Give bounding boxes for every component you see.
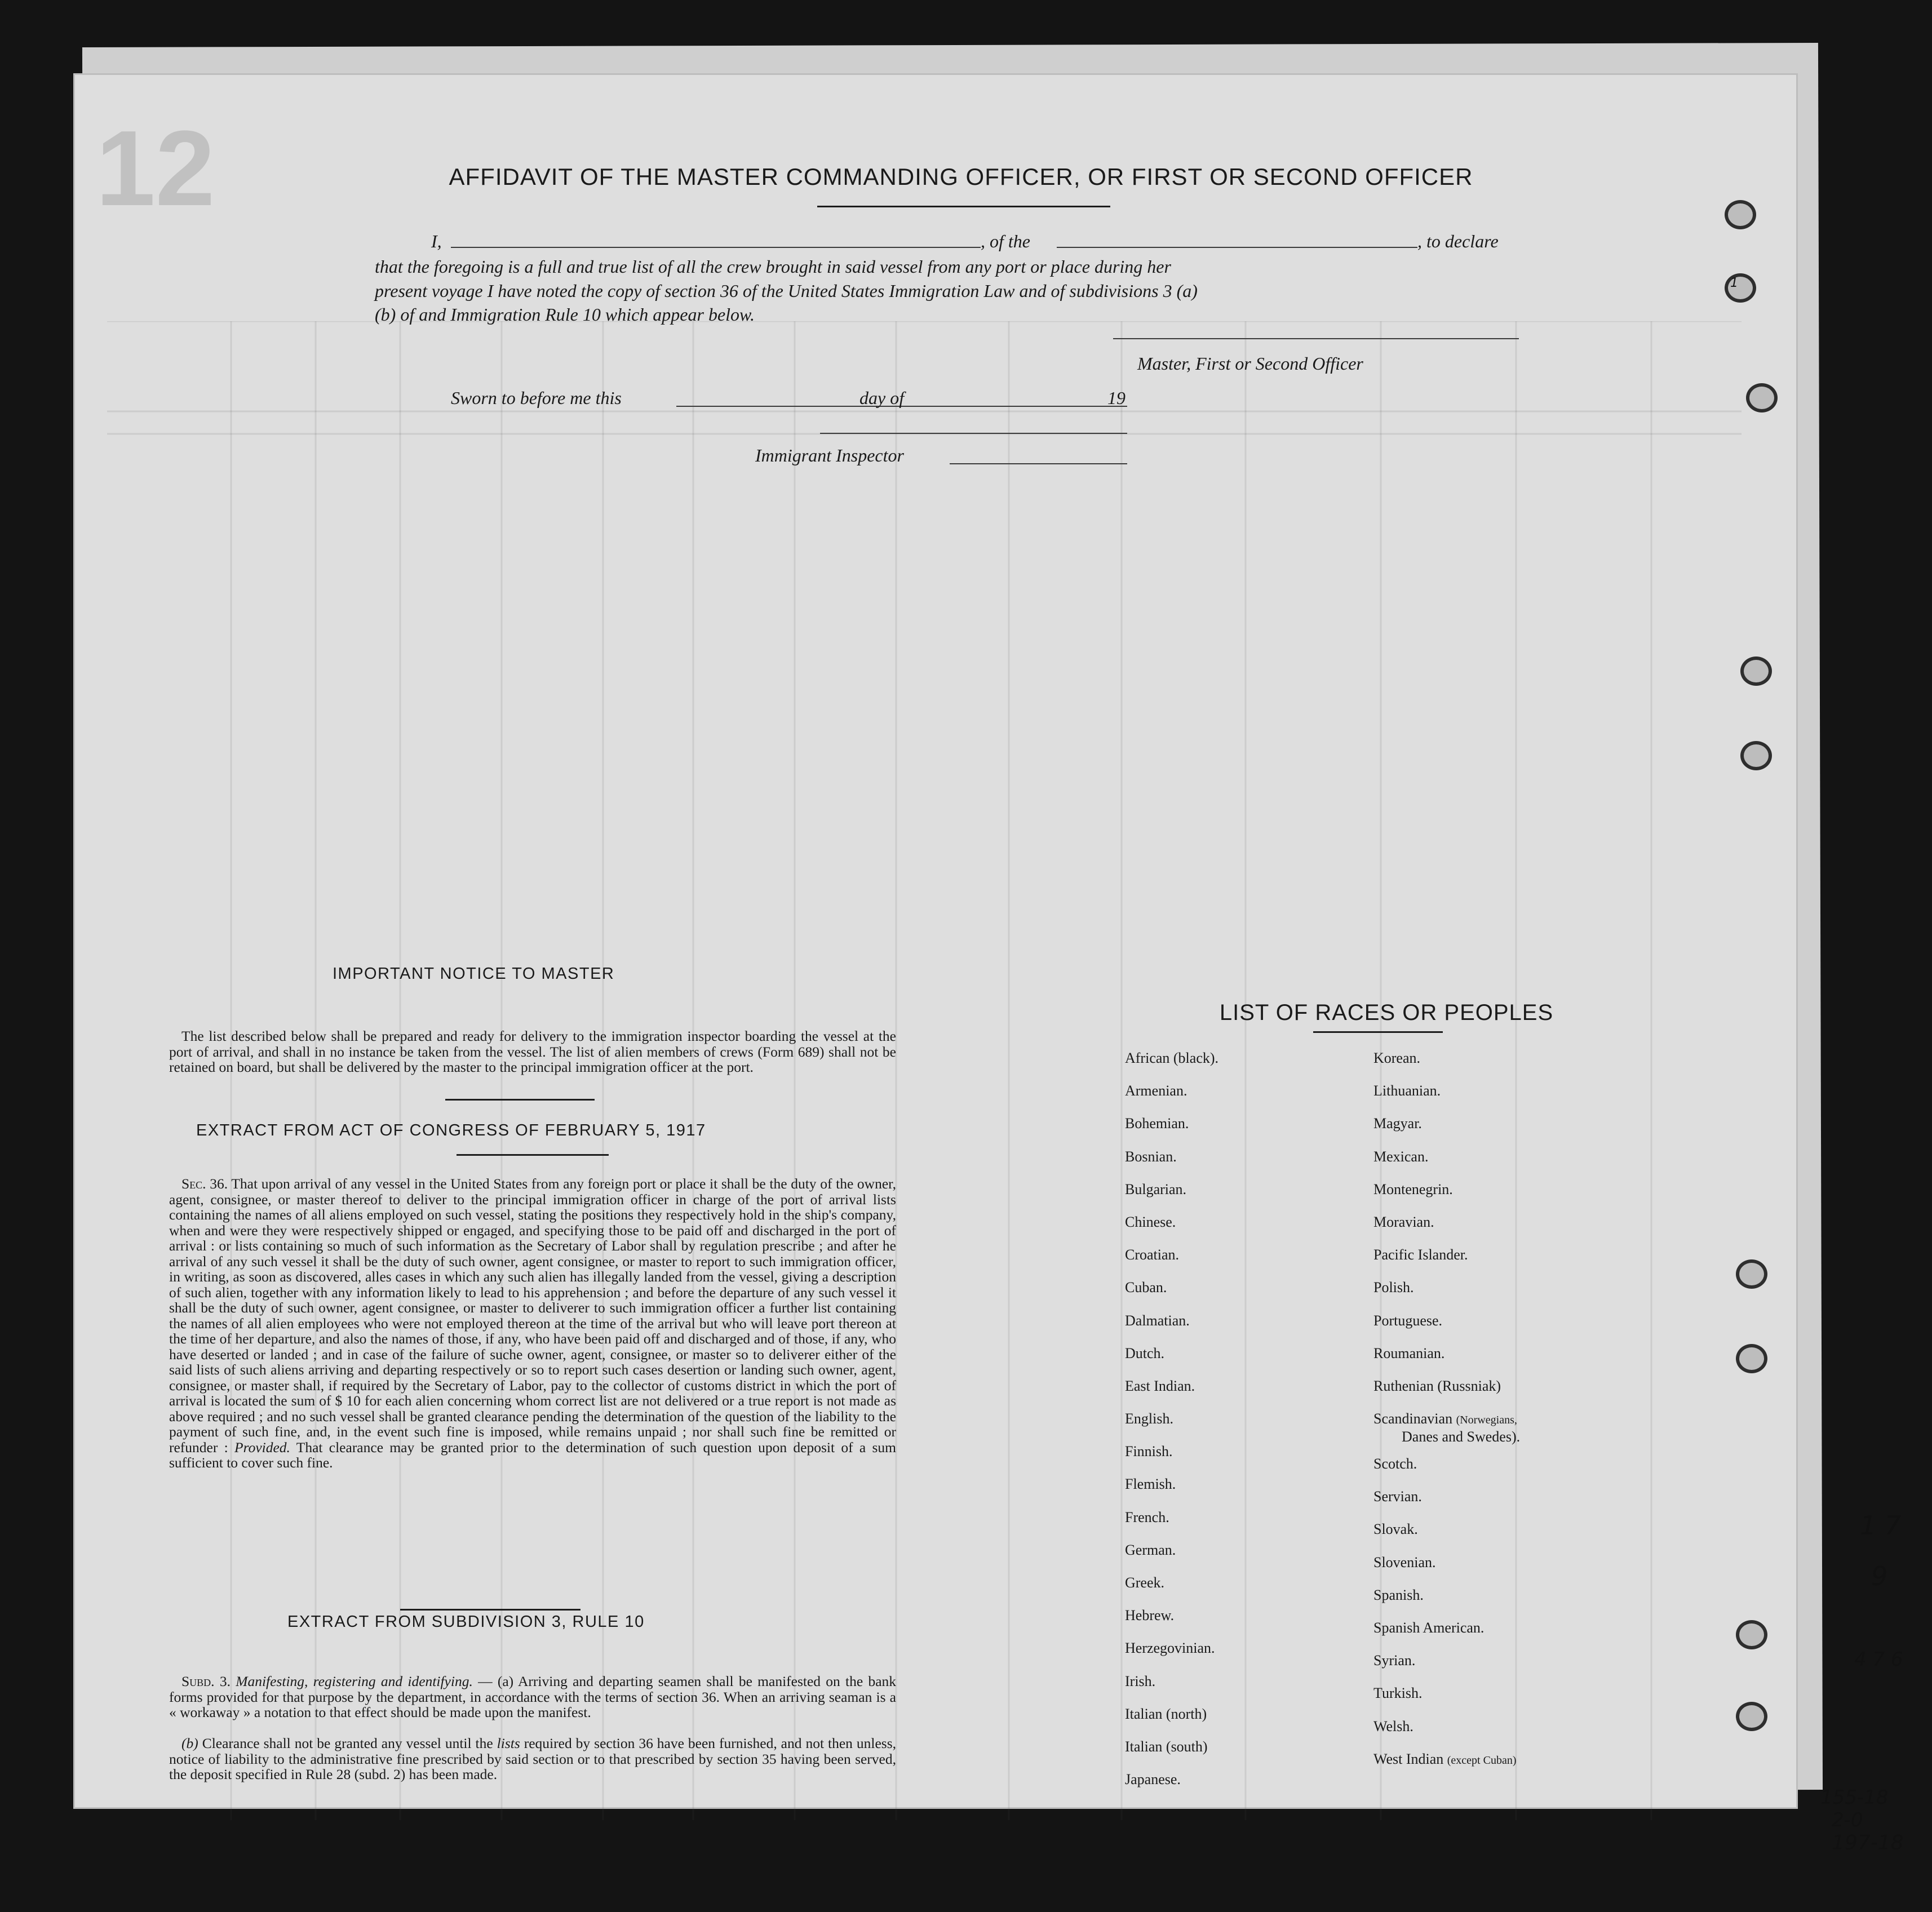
margin-tally: 155-18 (1820, 1786, 1889, 1809)
affidavit-line-4: (b) of and Immigration Rule 10 which appear below. (375, 304, 755, 325)
race-item: African (black). (1125, 1050, 1219, 1066)
race-item: Herzegovinian. (1125, 1640, 1215, 1657)
race-item: Italian (south) (1125, 1738, 1208, 1755)
year-label: 19 (1107, 388, 1125, 408)
race-item: Dutch. (1125, 1345, 1165, 1361)
race-item: Armenian. (1125, 1083, 1187, 1099)
binder-hole (1736, 1620, 1767, 1649)
act-body: That upon arrival of any vessel in the United States from any foreign port or place it shall be the duty of the owner, agent, consignee, or master thereof to deliver to the principal immigration officer in charge of the port of arrival lists containing the names of all aliens employed on such vessel, stating the positions they respectively hold in the ship's company, when and were they were respectively shipped or engaged, and specifying those to be paid off and discharged in the port of arrival : or lists containing so much of such information as the Secretary of Labor shall by regulation prescribe ; and after he arrival of any such vessel it shall be the duty of such owner, agent consignee, or master to report to such immigration officer, in writing, as soon as discovered, alles cases in which any such alien has illegally landed from the vessel, giving a description of such alien, together with any information likely to lead to his apprehension ; and before the departure of any such vessel it shall be the duty of such owner, agent consignee, or master to deliverer to such immigration officer a further list containing the names of all alien employees who were not employed thereon at the time of the arrival but who will leave port thereon at the time of her departure, and also the names of those, if any, who have been paid off and discharged and of those, if any, who have deserted or landed ; and in case of the failure of suche owner, agent, consignee, or master so to deliverer either of the said lists of such aliens arriving and departing respectively or so to report such cases desertion or landing such owner, agent, consignee, or master shall, if required by the Secretary of Labor, pay to the collector of customs district in which the port of arrival is located the sum of $ 10 for each alien concerning whom correct list are not delivered or a true report is not made as above required ; and no such vessel shall be granted clearance pending the determination of the question of the liability to the payment of such fine, and, in the event such fine is imposed, while remains unpaid ; nor shall such fine be remitted or refunder : (169, 1175, 897, 1456)
affidavit-to-declare: , to declare (1417, 231, 1499, 251)
race-item-scandinavian (1373, 1410, 1520, 1456)
notice-text: The list described below shall be prepared and ready for delivery to the immigration inspector boarding the vessel at the port of arrival, and shall in no instance be taken from the vessel. The list of alien members of crews (Form 689) shall not be retained on board, but shall be delivered by the master to the principal immigration officer at the port. (169, 1028, 896, 1075)
race-item: Scandinavian (1373, 1410, 1453, 1427)
race-item: Syrian. (1373, 1652, 1416, 1669)
race-item: Polish. (1373, 1279, 1414, 1296)
rule-b-text2: required by section 36 have been furnished, and not then unless, notice of liability to the administrative fine prescribed by said section or to that prescribed by section 35 having been served, the deposit specified in Rule 28 (subd. 2) has been made. (169, 1735, 897, 1782)
binder-hole (1746, 383, 1778, 412)
race-item: Scotch. (1373, 1456, 1417, 1472)
race-item: Moravian. (1373, 1213, 1434, 1230)
race-item: Slovenian. (1373, 1554, 1436, 1571)
inspector-label: Immigrant Inspector (755, 445, 904, 465)
act-body-end: That clearance may be granted prior to the determination of such question upon deposit of a sum sufficient to cover such fine. (169, 1439, 897, 1471)
margin-note: 1 (1730, 276, 1738, 290)
race-item: Portuguese. (1373, 1312, 1443, 1329)
races-right-column (1373, 1050, 1520, 1784)
rule-b-lists: lists (497, 1735, 520, 1751)
margin-tally: 2-0 (1832, 1809, 1863, 1831)
race-item: Bulgarian. (1125, 1181, 1187, 1197)
race-item: Chinese. (1125, 1213, 1176, 1230)
race-note: (Norwegians, (1456, 1414, 1517, 1427)
race-item: Dalmatian. (1125, 1312, 1190, 1329)
race-item: French. (1125, 1509, 1169, 1525)
race-item: West Indian (1373, 1750, 1444, 1767)
race-item: English. (1125, 1410, 1173, 1427)
binder-hole (1725, 273, 1756, 303)
race-item: Servian. (1373, 1488, 1422, 1505)
race-item: Turkish. (1373, 1685, 1423, 1702)
races-rule (1313, 1031, 1443, 1033)
bleed-through-number: 12 (96, 109, 215, 228)
master-signature-line (1113, 338, 1519, 339)
rule-heading: EXTRACT FROM SUBDIVISION 3, RULE 10 (287, 1613, 645, 1631)
race-item: Greek. (1125, 1574, 1165, 1591)
act-text (169, 1176, 896, 1471)
margin-tally: 9 (1871, 1561, 1888, 1591)
day-blank-line (919, 406, 1127, 407)
race-item: Croatian. (1125, 1246, 1180, 1263)
binder-hole (1736, 1702, 1767, 1731)
rule-a-text: — (a) Arriving and departing seamen shall be manifested on the bank forms provided for that purpose by the department, in accordance with the terms of section 36. When an arriving seaman is a « workaway » a notation to that effect should be made upon the manifest. (169, 1673, 897, 1720)
race-item: Flemish. (1125, 1476, 1176, 1493)
margin-tally: 197-18 (1832, 1831, 1904, 1855)
affidavit-title: AFFIDAVIT OF THE MASTER COMMANDING OFFICER, OR FIRST OR SECOND OFFICER (449, 163, 1473, 190)
race-item: Bohemian. (1125, 1115, 1189, 1132)
affidavit-i: I, (431, 231, 442, 251)
race-item: Spanish. (1373, 1586, 1424, 1603)
race-item: Roumanian. (1373, 1345, 1445, 1361)
master-signature-label: Master, First or Second Officer (1137, 353, 1363, 374)
day-of-label: day of (859, 388, 905, 408)
race-item: Mexican. (1373, 1148, 1429, 1165)
race-item: Hebrew. (1125, 1607, 1175, 1624)
race-note: (except Cuban) (1447, 1754, 1517, 1767)
notice-heading: IMPORTANT NOTICE TO MASTER (333, 965, 615, 983)
affidavit-of-the: , of the (981, 231, 1030, 251)
act-rule (457, 1154, 609, 1156)
rule-subd-label: Subd. 3. (181, 1673, 231, 1689)
race-item: Montenegrin. (1373, 1181, 1453, 1197)
document-page (73, 73, 1798, 1809)
race-item: Slovak. (1373, 1521, 1418, 1538)
binder-hole (1740, 741, 1772, 770)
race-item: Pacific Islander. (1373, 1246, 1468, 1263)
race-item: Welsh. (1373, 1718, 1413, 1734)
race-item-west-indian (1373, 1751, 1520, 1784)
act-sec-label: Sec. 36. (181, 1175, 228, 1192)
notice-rule (445, 1099, 595, 1101)
vessel-blank-line (1057, 247, 1417, 248)
sworn-label: Sworn to before me this (451, 388, 622, 408)
race-item: Ruthenian (Russniak) (1373, 1377, 1501, 1394)
races-heading: LIST OF RACES OR PEOPLES (1219, 1000, 1554, 1025)
rule-b-text: Clearance shall not be granted any vessel until the (202, 1735, 493, 1751)
name-blank-line (451, 247, 981, 248)
affidavit-line-2: that the foregoing is a full and true list of all the crew brought in said vessel from any port or place during her (375, 256, 1171, 277)
race-item: German. (1125, 1541, 1176, 1558)
rule-b-label: (b) (181, 1735, 198, 1751)
race-item: Lithuanian. (1373, 1083, 1441, 1099)
race-item: Korean. (1373, 1050, 1421, 1066)
binder-hole (1736, 1344, 1767, 1373)
title-rule (817, 206, 1110, 207)
act-end-rule (400, 1609, 581, 1611)
binder-hole (1725, 200, 1756, 229)
race-item: East Indian. (1125, 1377, 1195, 1394)
race-item: Spanish American. (1373, 1620, 1485, 1636)
race-item: Finnish. (1125, 1443, 1173, 1460)
rule-subd-title: Manifesting, registering and identifying. (236, 1673, 473, 1689)
affidavit-line-3: present voyage I have noted the copy of section 36 of the United States Immigration Law and of subdivisions 3 (a) (375, 281, 1198, 301)
race-note: Danes and Swedes). (1402, 1429, 1521, 1445)
act-heading: EXTRACT FROM ACT OF CONGRESS OF FEBRUARY 5, 1917 (196, 1121, 706, 1139)
rule-text-b (169, 1736, 896, 1782)
race-item: Italian (north) (1125, 1705, 1207, 1722)
race-item: Japanese. (1125, 1771, 1181, 1788)
rule-text-a (169, 1674, 896, 1720)
binder-hole (1736, 1259, 1767, 1289)
race-item: Cuban. (1125, 1279, 1167, 1296)
race-item: Magyar. (1373, 1115, 1422, 1132)
inspector-blank-line (950, 463, 1127, 464)
races-left-column (1125, 1050, 1218, 1804)
signature-blank-line (820, 433, 1127, 434)
margin-tally: 1 7 (1860, 1510, 1902, 1541)
margin-tally: 4 7 6 (1854, 1648, 1903, 1671)
act-provided: Provided. (234, 1439, 290, 1456)
race-item: Irish. (1125, 1673, 1156, 1689)
race-item: Bosnian. (1125, 1148, 1177, 1165)
binder-hole (1740, 656, 1772, 686)
